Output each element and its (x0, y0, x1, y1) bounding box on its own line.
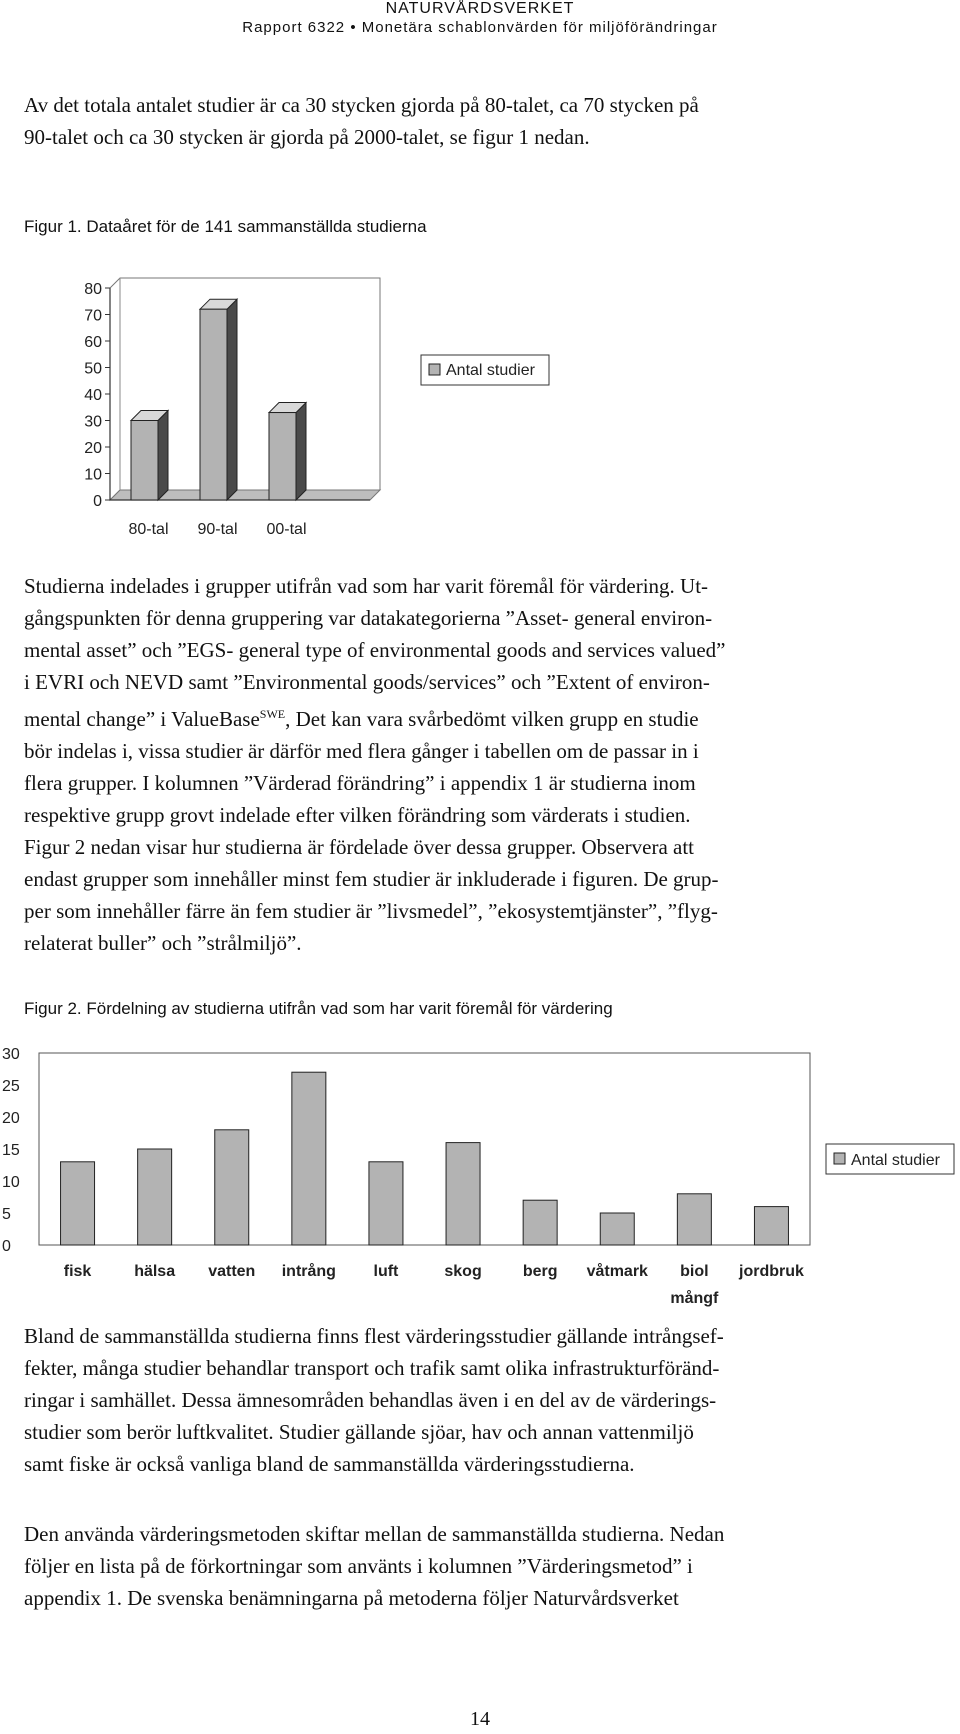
paragraph-line: Bland de sammanställda studierna finns flest värderingsstudier gällande intrångsef- (24, 1324, 724, 1348)
methods-paragraph (24, 1518, 854, 1614)
paragraph-line: gångspunkten för denna gruppering var datakategorierna ”Asset- general environ- (24, 606, 713, 630)
bar (600, 1213, 634, 1245)
legend-swatch (834, 1153, 845, 1164)
y-tick-label: 10 (84, 466, 102, 484)
legend-label: Antal studier (851, 1152, 940, 1169)
y-tick-label: 0 (93, 493, 102, 510)
legend-label: Antal studier (446, 362, 535, 379)
x-tick-label-line: mångf (670, 1290, 719, 1307)
x-tick-label-line: våtmark (586, 1263, 648, 1280)
bar (61, 1162, 95, 1245)
x-tick-label (282, 1262, 336, 1280)
paragraph-line: samt fiske är också vanliga bland de sammanställda värderingsstudierna. (24, 1452, 635, 1476)
paragraph-line: respektive grupp grovt indelade efter vilken förändring som värderats i studien. (24, 803, 691, 827)
intro-paragraph (24, 89, 854, 153)
x-tick-label (444, 1263, 481, 1280)
x-tick-label-line: biol (680, 1263, 709, 1280)
paragraph-line: mental asset” och ”EGS- general type of environmental goods and services valued” (24, 638, 726, 662)
page-number: 14 (470, 1708, 490, 1730)
paragraph-line: Den använda värderingsmetoden skiftar mellan de sammanställda studierna. Nedan (24, 1522, 725, 1546)
bar (138, 1149, 172, 1245)
line-text: , Det kan vara svårbedömt vilken grupp en studie (285, 707, 699, 731)
bar (446, 1143, 480, 1245)
superscript: SWE (259, 707, 286, 721)
bar (131, 421, 158, 501)
paragraph-line: endast grupper som innehåller minst fem studier är inkluderade i figuren. De grup- (24, 867, 719, 891)
paragraph-line: Studierna indelades i grupper utifrån vad som har varit föremål för värdering. Ut- (24, 574, 709, 598)
paragraph-line: följer en lista på de förkortningar som använts i kolumnen ”Värderingsmetod” i (24, 1554, 693, 1578)
legend-swatch (429, 364, 440, 375)
organization-name: NATURVÅRDSVERKET (385, 0, 575, 17)
paragraph-line: studier som berör luftkvalitet. Studier gällande sjöar, hav och annan vattenmiljö (24, 1420, 694, 1444)
bar (523, 1200, 557, 1245)
y-tick-label: 25 (2, 1078, 20, 1095)
x-tick-label: 90-tal (197, 521, 238, 538)
y-tick-label: 50 (84, 360, 102, 378)
x-tick-label (208, 1263, 255, 1280)
y-tick-label: 30 (84, 413, 102, 431)
x-tick-label-line: jordbruk (739, 1263, 804, 1280)
x-tick-label-line: berg (522, 1263, 558, 1280)
y-tick-label: 15 (2, 1142, 20, 1159)
x-tick-label (738, 1263, 804, 1280)
y-tick-label: 30 (2, 1046, 20, 1063)
intro-line: 90-talet och ca 30 stycken är gjorda på 2000-talet, se figur 1 nedan. (24, 125, 590, 149)
bar (754, 1207, 788, 1245)
paragraph-line (24, 698, 854, 735)
paragraph-line: Figur 2 nedan visar hur studierna är fördelade över dessa grupper. Observera att (24, 835, 695, 859)
bar-side (227, 299, 237, 500)
paragraph-line: flera grupper. I kolumnen ”Värderad förändring” i appendix 1 är studierna inom (24, 771, 696, 795)
x-tick-label (587, 1262, 648, 1280)
paragraph-line: relaterat buller” och ”strålmiljö”. (24, 931, 302, 955)
x-tick-label-line: fisk (63, 1263, 92, 1280)
line-text: mental change” i ValueBase (24, 707, 260, 731)
bar-side (158, 411, 168, 501)
y-tick-label: 60 (84, 334, 102, 351)
paragraph-line: per som innehåller färre än fem studier är ”livsmedel”, ”ekosystemtjänster”, ”flyg- (24, 899, 718, 923)
x-tick-label: 80-tal (128, 521, 169, 538)
bar (369, 1162, 403, 1245)
x-tick-label-line: intrång (281, 1263, 336, 1280)
paragraph-line: fekter, många studier behandlar transport och trafik samt olika infrastrukturföränd- (24, 1356, 720, 1380)
paragraph-line: i EVRI och NEVD samt ”Environmental goods/services” och ”Extent of environ- (24, 670, 710, 694)
paragraph-line: ringar i samhället. Dessa ämnesområden behandlas även i en del av de värderings- (24, 1388, 717, 1412)
y-tick-label: 40 (84, 387, 102, 404)
bar (200, 309, 227, 500)
figure2-caption: Figur 2. Fördelning av studierna utifrån vad som har varit föremål för värdering (24, 999, 613, 1018)
figure2-chart (0, 1040, 960, 1310)
intro-line: Av det totala antalet studier är ca 30 stycken gjorda på 80-talet, ca 70 stycken på (24, 93, 699, 117)
x-tick-label-line: vatten (208, 1263, 256, 1280)
results-paragraph (24, 1320, 854, 1480)
report-title: Rapport 6322 • Monetära schablonvärden för miljöförändringar (242, 19, 718, 36)
y-tick-label: 5 (2, 1206, 11, 1223)
x-tick-label-line: hälsa (134, 1263, 176, 1280)
y-tick-label: 80 (84, 281, 102, 298)
figure1-chart (0, 260, 960, 580)
grouping-paragraph (24, 570, 854, 959)
y-tick-label: 20 (84, 440, 102, 457)
x-tick-label (670, 1263, 719, 1307)
bar (677, 1194, 711, 1245)
x-tick-label (64, 1263, 92, 1280)
y-tick-label: 10 (2, 1174, 20, 1191)
bar (292, 1072, 326, 1245)
y-tick-label: 70 (84, 307, 102, 325)
x-tick-label (134, 1263, 175, 1280)
x-tick-label-line: skog (444, 1263, 482, 1280)
x-tick-label (374, 1263, 400, 1280)
paragraph-line: appendix 1. De svenska benämningarna på metoderna följer Naturvårdsverket (24, 1586, 679, 1610)
bar (269, 413, 296, 500)
bar (215, 1130, 249, 1245)
figure1-caption: Figur 1. Dataåret för de 141 sammanställda studierna (24, 217, 427, 236)
x-tick-label: 00-tal (266, 521, 307, 538)
x-tick-label-line: luft (373, 1263, 399, 1280)
x-tick-label (523, 1263, 558, 1280)
paragraph-line: bör indelas i, vissa studier är därför med flera gånger i tabellen om de passar in i (24, 739, 699, 763)
bar-side (296, 403, 306, 500)
y-tick-label: 0 (2, 1238, 11, 1255)
y-tick-label: 20 (2, 1110, 20, 1127)
